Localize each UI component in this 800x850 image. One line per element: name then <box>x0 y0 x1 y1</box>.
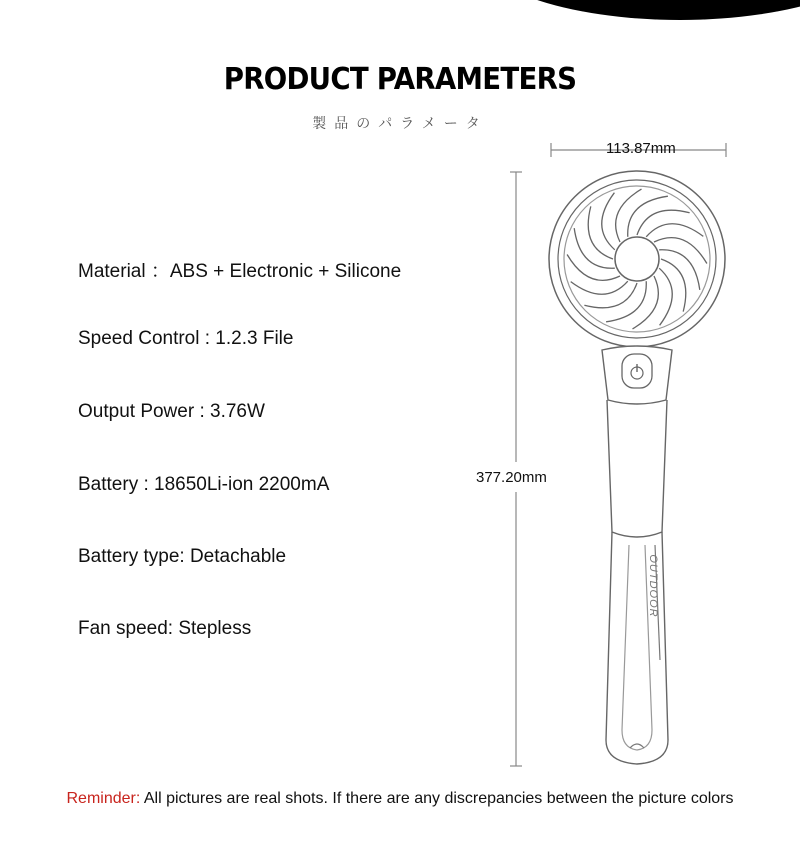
page-title: PRODUCT PARAMETERS <box>223 62 577 97</box>
fan-brand-text: OUTDOOR <box>647 554 659 618</box>
fan-blade <box>646 224 703 237</box>
fan-blade <box>661 259 686 312</box>
fan-blade <box>659 268 672 325</box>
fan-neck <box>602 346 672 404</box>
fan-hub <box>615 237 659 281</box>
spec-fan-speed: Fan speed: Stepless <box>78 618 252 639</box>
fan-blade <box>571 281 628 294</box>
spec-output-power: Output Power : 3.76W <box>78 401 265 422</box>
fan-blade <box>584 283 637 308</box>
reminder-note <box>0 790 800 808</box>
page-subtitle: 製品のパラメータ <box>312 115 488 131</box>
reminder-label: Reminder: <box>66 790 141 807</box>
spec-material: Material ：ABS + Electronic + Silicone <box>78 261 402 282</box>
reminder-text: All pictures are real shots. If there are any discrepancies between the picture colors <box>140 790 734 807</box>
fan-blade <box>637 210 690 235</box>
fan-blade <box>602 193 615 250</box>
spec-speed-control: Speed Control : 1.2.3 File <box>78 328 294 349</box>
fan-blade <box>659 250 700 290</box>
fan-handle-upper <box>607 400 667 537</box>
fan-blade <box>628 196 668 237</box>
lanyard-hole-icon <box>630 744 644 748</box>
fan-blade <box>588 206 613 259</box>
width-dimension-label: 113.87mm <box>606 140 676 157</box>
fan-blade <box>574 228 615 268</box>
spec-battery: Battery : 18650Li-ion 2200mA <box>78 474 330 495</box>
spec-battery-type: Battery type: Detachable <box>78 546 287 567</box>
height-dimension-label: 377.20mm <box>476 469 547 486</box>
fan-blade <box>606 281 646 322</box>
